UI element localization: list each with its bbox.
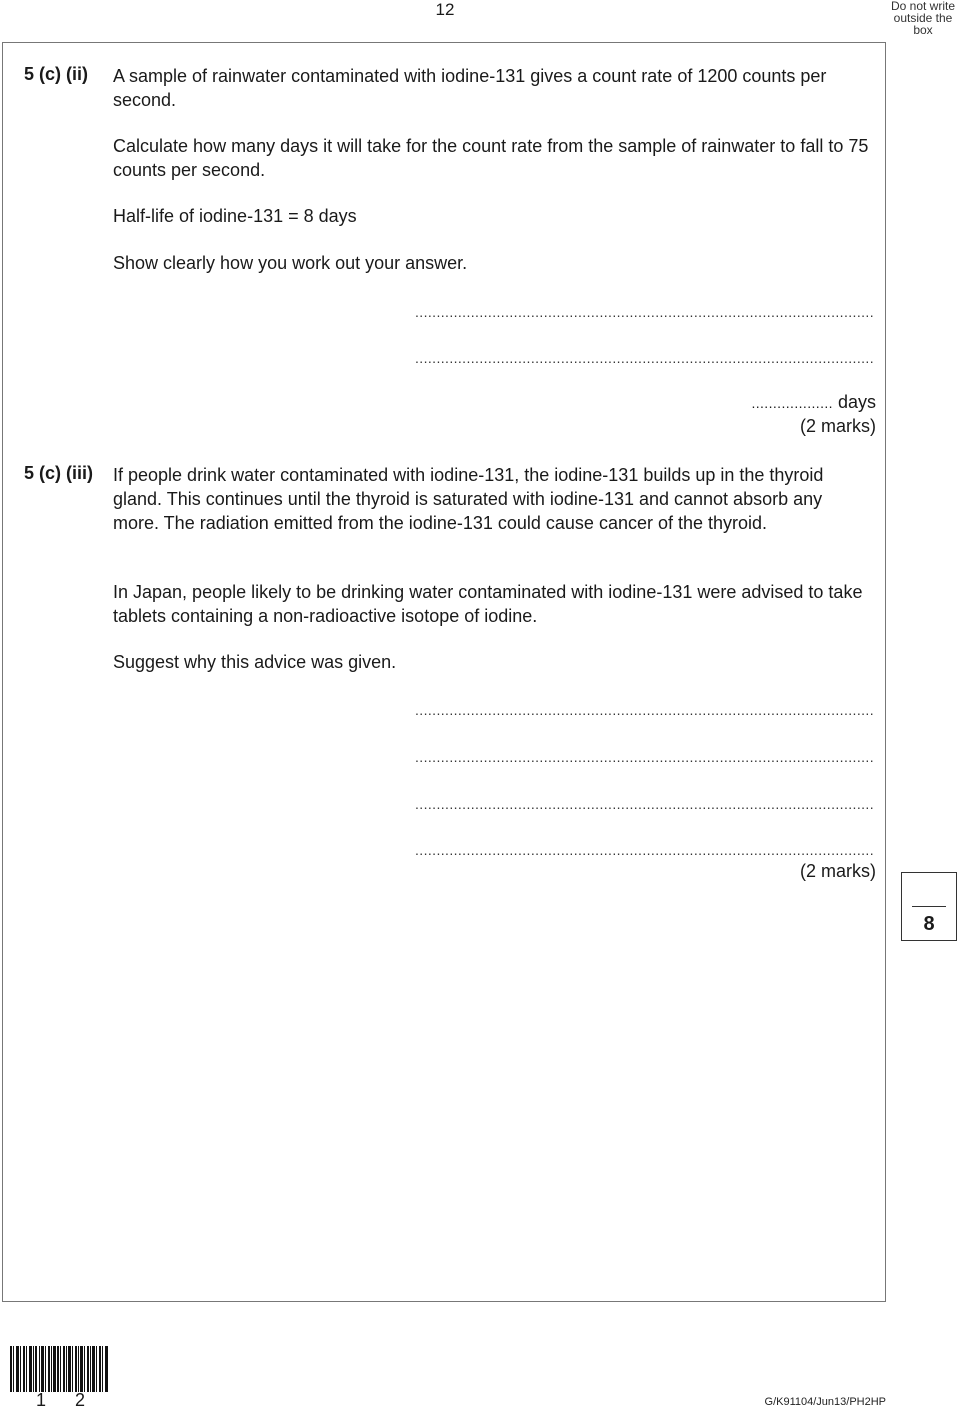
question-number-5cii: 5 (c) (ii) bbox=[24, 64, 89, 84]
answer-line-5ciii-4[interactable]: ........................................................................................................... bbox=[415, 842, 874, 858]
page-number: 12 bbox=[435, 0, 455, 19]
score-box bbox=[901, 872, 957, 941]
score-total: 8 bbox=[923, 913, 935, 935]
half-life-statement: Half-life of iodine-131 = 8 days bbox=[113, 206, 357, 226]
score-box-rule bbox=[912, 906, 946, 907]
paper-reference: G/K91104/Jun13/PH2HP bbox=[764, 1396, 886, 1408]
answer-line-5ciii-2[interactable]: ........................................................................................................... bbox=[415, 749, 874, 765]
answer-line-5cii-1[interactable]: ........................................................................................................... bbox=[415, 304, 874, 320]
question-5ciii-intro: If people drink water contaminated with iodine-131, the iodine-131 builds up in the thyroid gland. This continues until the thyroid is saturated with iodine-131 and cannot absorb any more. The radiation emitted from the iodine-131 could cause cancer of the thyroid. bbox=[113, 465, 824, 533]
margin-note-line-1: Do not write bbox=[890, 0, 956, 13]
answer-line-5ciii-1[interactable]: ........................................................................................................... bbox=[415, 702, 874, 718]
margin-note bbox=[886, 0, 960, 36]
question-5cii-intro: A sample of rainwater contaminated with iodine-131 gives a count rate of 1200 counts per second. bbox=[113, 66, 827, 110]
question-5ciii-context: In Japan, people likely to be drinking water contaminated with iodine-131 were advised to take tablets containing a non-radioactive isotope of iodine. bbox=[113, 582, 863, 626]
answer-line-5ciii-3[interactable]: ........................................................................................................... bbox=[415, 796, 874, 812]
question-5cii-prompt: Calculate how many days it will take for the count rate from the sample of rainwater to fall to 75 counts per second. bbox=[113, 136, 869, 180]
answer-line-5cii-2[interactable]: ........................................................................................................... bbox=[415, 350, 874, 366]
final-answer-blank[interactable]: ................... bbox=[751, 395, 833, 411]
margin-note-line-3: box bbox=[913, 23, 933, 37]
margin-note-line-2: outside the bbox=[893, 11, 953, 25]
question-5ciii-prompt: Suggest why this advice was given. bbox=[113, 652, 397, 672]
final-answer-days bbox=[751, 392, 876, 413]
marks-5cii: (2 marks) bbox=[800, 416, 876, 436]
working-instruction: Show clearly how you work out your answer. bbox=[113, 253, 468, 273]
barcode-icon bbox=[10, 1346, 108, 1392]
barcode-digits: 1 2 bbox=[36, 1390, 98, 1410]
question-number-5ciii: 5 (c) (iii) bbox=[24, 463, 94, 483]
marks-5ciii: (2 marks) bbox=[800, 861, 876, 881]
final-answer-unit: days bbox=[837, 392, 876, 412]
